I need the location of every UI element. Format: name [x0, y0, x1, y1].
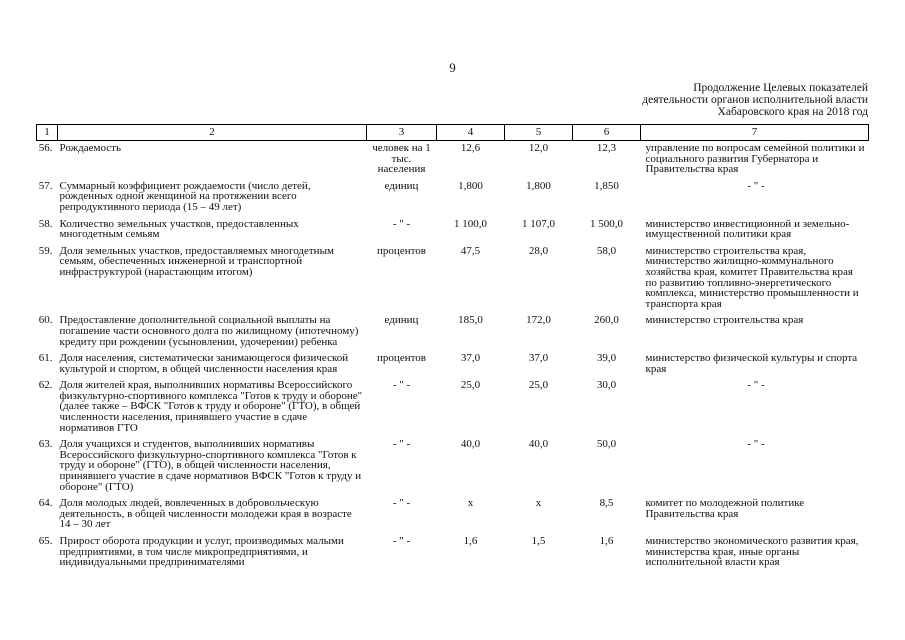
value-col6: 50,0	[596, 438, 617, 451]
table-row	[37, 437, 869, 496]
value-col4: 1,6	[463, 535, 478, 547]
value-col6: 39,0	[596, 352, 617, 365]
unit: - " -	[392, 438, 411, 451]
unit: процентов	[377, 352, 426, 365]
indicator-name: Доля земельных участков, предоставляемых многодетным семьям, обеспеченных инженерной и транспортной инфраструктурой (нарастающим итогом)	[59, 244, 334, 278]
value-col4: 40,0	[460, 438, 481, 451]
value-col6: 58,0	[596, 244, 617, 257]
column-header: 2	[58, 125, 367, 141]
value-col5: 1,800	[526, 179, 551, 192]
responsible-body: министерство физической культуры и спорта края	[645, 352, 858, 375]
table-row	[37, 244, 869, 314]
table-row	[37, 351, 869, 378]
responsible-body: - " -	[747, 438, 765, 451]
row-number: 65.	[38, 535, 53, 547]
row-number: 58.	[38, 217, 53, 230]
indicator-name: Количество земельных участков, предоставленных многодетным семьям	[59, 217, 299, 241]
value-col5: 37,0	[528, 352, 549, 365]
responsible-body: управление по вопросам семейной политики и социального развития Губернатора и Правительства края	[645, 142, 865, 176]
value-col6: 30,0	[596, 379, 617, 392]
indicator-name: Прирост оборота продукции и услуг, производимых малыми предприятиями, в том числе микропредприятиями, и индивидуальными предпринимателями	[59, 535, 344, 569]
value-col4: 47,5	[460, 244, 481, 257]
responsible-body: министерство экономического развития края, министерства края, иные органы исполнительной власти края	[645, 535, 859, 569]
table-row	[37, 179, 869, 217]
value-col6: 12,3	[596, 142, 617, 154]
table-row	[37, 378, 869, 437]
indicator-name: Суммарный коэффициент рождаемости (число детей, рожденных одной женщиной на протяжении всего репродуктивного периода (15 – 49 лет)	[59, 179, 311, 213]
unit: процентов	[377, 244, 426, 257]
column-header: 6	[573, 125, 641, 141]
value-col5: x	[535, 497, 542, 510]
unit: единиц	[384, 314, 419, 327]
header-row	[37, 125, 869, 141]
page-number: 9	[449, 60, 456, 75]
table-caption: Продолжение Целевых показателей деятельности органов исполнительной власти Хабаровского края на 2018 год	[642, 82, 868, 118]
indicators-table	[36, 124, 869, 572]
value-col5: 172,0	[526, 314, 551, 327]
unit: - " -	[392, 379, 411, 392]
indicator-name: Рождаемость	[59, 142, 121, 154]
value-col5: 28,0	[528, 244, 549, 257]
value-col6: 260,0	[594, 314, 619, 327]
row-number: 62.	[38, 379, 53, 392]
row-number: 59.	[38, 244, 53, 257]
row-number: 57.	[38, 179, 53, 192]
indicator-name: Предоставление дополнительной социальной выплаты на погашение части основного долга по жилищному (ипотечному) кредиту при рождении (усыновлении, удочерении) ребенка	[59, 314, 359, 348]
value-col5: 1,5	[531, 535, 546, 547]
column-header: 5	[505, 125, 573, 141]
responsible-body: министерство строительства края	[645, 314, 804, 327]
row-number: 64.	[38, 497, 53, 510]
responsible-body: комитет по молодежной политике Правительства края	[645, 497, 805, 520]
responsible-body: министерство инвестиционной и земельно-имущественной политики края	[645, 217, 850, 241]
indicator-name: Доля жителей края, выполнивших нормативы Всероссийского физкультурно-спортивного комплекса "Готов к труду и обороне" (далее также – ВФСК "Готов к труду и обороне" (ГТО), в общей численности населения, принявшего участие в сдаче нормативов ГТО	[59, 379, 363, 434]
responsible-body: - " -	[747, 179, 765, 192]
value-col6: 1,850	[594, 179, 619, 192]
indicator-name: Доля населения, систематически занимающегося физической культурой и спортом, в общей численности населения края	[59, 352, 349, 375]
unit: единиц	[384, 179, 419, 192]
row-number: 63.	[38, 438, 53, 451]
value-col6: 1 500,0	[590, 217, 623, 230]
value-col5: 25,0	[528, 379, 549, 392]
value-col5: 1 107,0	[522, 217, 555, 230]
row-number: 61.	[38, 352, 53, 365]
table-row	[37, 496, 869, 534]
value-col4: 12,6	[460, 142, 481, 154]
column-header: 7	[641, 125, 869, 141]
row-number: 60.	[38, 314, 53, 327]
value-col4: x	[467, 497, 474, 510]
table-row	[37, 141, 869, 179]
value-col5: 40,0	[528, 438, 549, 451]
value-col4: 1 100,0	[454, 217, 487, 230]
table-row	[37, 217, 869, 244]
row-number: 56.	[38, 142, 53, 154]
value-col6: 1,6	[599, 535, 614, 547]
responsible-body: министерство строительства края, министерство жилищно-коммунального хозяйства края, комитет Правительства края по развитию топливно-энергетического комплекса, министерство промышленности и транспорта края	[645, 244, 859, 310]
table-row	[37, 313, 869, 351]
unit: - " -	[392, 535, 411, 547]
column-header: 1	[37, 125, 58, 141]
value-col4: 25,0	[460, 379, 481, 392]
unit: человек на 1 тыс. населения	[372, 142, 431, 176]
value-col5: 12,0	[528, 142, 549, 154]
value-col4: 37,0	[460, 352, 481, 365]
responsible-body: - " -	[747, 379, 765, 392]
indicator-name: Доля учащихся и студентов, выполнивших нормативы Всероссийского физкультурно-спортивного комплекса "Готов к труду и обороне" (ГТО), в общей численности населения, принявшего участие в сдаче нормативов ВФСК "Готов к труду и обороне" (ГТО)	[59, 438, 362, 493]
value-col6: 8,5	[599, 497, 614, 510]
unit: - " -	[392, 217, 411, 230]
indicator-name: Доля молодых людей, вовлеченных в добровольческую деятельность, в общей численности молодежи края в возрасте 14 – 30 лет	[59, 497, 352, 531]
value-col4: 1,800	[458, 179, 483, 192]
value-col4: 185,0	[458, 314, 483, 327]
column-header: 4	[437, 125, 505, 141]
unit: - " -	[392, 497, 411, 510]
table-row	[37, 534, 869, 572]
column-header: 3	[367, 125, 437, 141]
